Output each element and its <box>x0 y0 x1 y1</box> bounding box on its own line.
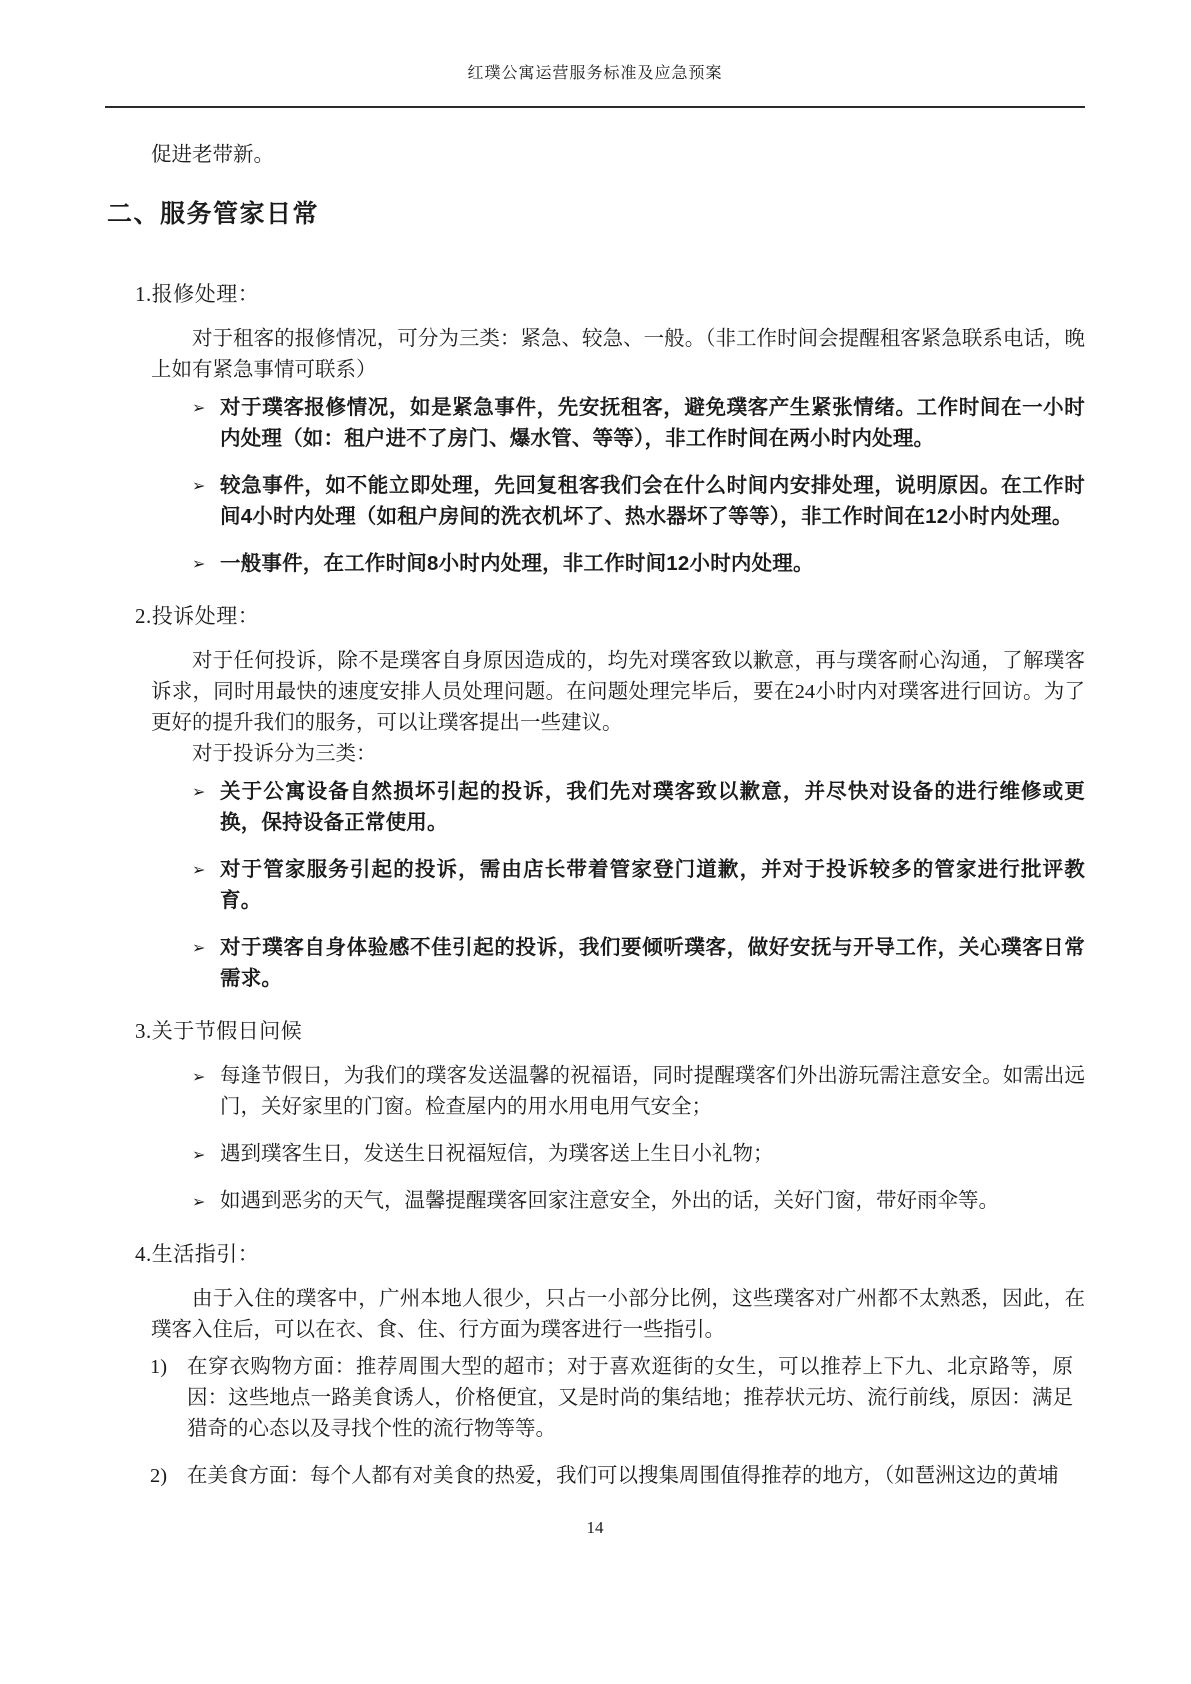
carryover-text: 促进老带新。 <box>151 144 274 166</box>
bullet-item <box>192 548 1085 579</box>
arrow-bullet-icon: ➢ <box>192 1192 206 1211</box>
chapter-heading: 二、服务管家日常 <box>107 201 320 228</box>
numbered-item-marker: 2) <box>150 1465 168 1487</box>
arrow-bullet-icon: ➢ <box>192 782 206 801</box>
section-3-heading: 3.关于节假日问候 <box>135 1019 303 1043</box>
numbered-item-marker: 1) <box>150 1356 168 1378</box>
arrow-bullet-icon: ➢ <box>192 398 206 417</box>
numbered-item <box>150 1352 1073 1445</box>
section-1-heading: 1.报修处理： <box>135 282 260 306</box>
bullet-text: 遇到璞客生日，发送生日祝福短信，为璞客送上生日小礼物； <box>220 1143 774 1165</box>
arrow-bullet-icon: ➢ <box>192 1145 206 1164</box>
bullet-text: 每逢节假日，为我们的璞客发送温馨的祝福语，同时提醒璞客们外出游玩需注意安全。如需出远门，关好家里的门窗。检查屋内的用水用电用气安全； <box>220 1065 1085 1118</box>
section-4-heading: 4.生活指引： <box>135 1242 260 1266</box>
numbered-item <box>150 1461 1073 1492</box>
bullet-text: 较急事件，如不能立即处理，先回复租客我们会在什么时间内安排处理，说明原因。在工作时间4小时内处理（如租户房间的洗衣机坏了、热水器坏了等等），非工作时间在12小时内处理。 <box>220 474 1085 528</box>
bullet-item <box>192 776 1085 838</box>
arrow-bullet-icon: ➢ <box>192 476 206 495</box>
page-header <box>105 62 1085 108</box>
arrow-bullet-icon: ➢ <box>192 554 206 573</box>
bullet-text: 一般事件，在工作时间8小时内处理，非工作时间12小时内处理。 <box>220 552 814 575</box>
bullet-text: 关于公寓设备自然损坏引起的投诉，我们先对璞客致以歉意，并尽快对设备的进行维修或更换，保持设备正常使用。 <box>220 780 1085 834</box>
bullet-item <box>192 1186 1085 1217</box>
header-title: 红璞公寓运营服务标准及应急预案 <box>467 65 723 82</box>
arrow-bullet-icon: ➢ <box>192 938 206 957</box>
bullet-text: 如遇到恶劣的天气，温馨提醒璞客回家注意安全，外出的话，关好门窗，带好雨伞等。 <box>220 1190 999 1212</box>
section-2-subintro: 对于投诉分为三类： <box>192 743 377 765</box>
section-4-intro: 由于入住的璞客中，广州本地人很少，只占一小部分比例，这些璞客对广州都不太熟悉，因此，在璞客入住后，可以在衣、食、住、行方面为璞客进行一些指引。 <box>151 1288 1085 1341</box>
bullet-item <box>192 470 1085 532</box>
bullet-item <box>192 1061 1085 1123</box>
bullet-item <box>192 392 1085 454</box>
bullet-text: 对于璞客报修情况，如是紧急事件，先安抚租客，避免璞客产生紧张情绪。工作时间在一小时内处理（如：租户进不了房门、爆水管、等等），非工作时间在两小时内处理。 <box>220 396 1085 450</box>
section-2-heading: 2.投诉处理： <box>135 604 260 628</box>
arrow-bullet-icon: ➢ <box>192 860 206 879</box>
numbered-item-text: 在穿衣购物方面：推荐周围大型的超市；对于喜欢逛街的女生，可以推荐上下九、北京路等，原因：这些地点一路美食诱人，价格便宜，又是时尚的集结地；推荐状元坊、流行前线，原因：满足猎奇的心态以及寻找个性的流行物等等。 <box>187 1356 1073 1440</box>
bullet-item <box>192 932 1085 994</box>
bullet-text: 对于璞客自身体验感不佳引起的投诉，我们要倾听璞客，做好安抚与开导工作，关心璞客日常需求。 <box>220 936 1085 990</box>
arrow-bullet-icon: ➢ <box>192 1067 206 1086</box>
bullet-item <box>192 854 1085 916</box>
page-number: 14 <box>586 1518 604 1537</box>
header-rule <box>105 106 1085 108</box>
bullet-item <box>192 1139 1085 1170</box>
numbered-item-text: 在美食方面：每个人都有对美食的热爱，我们可以搜集周围值得推荐的地方，（如琶洲这边的黄埔 <box>187 1465 1059 1487</box>
section-2-intro: 对于任何投诉，除不是璞客自身原因造成的，均先对璞客致以歉意，再与璞客耐心沟通，了解璞客诉求，同时用最快的速度安排人员处理问题。在问题处理完毕后，要在24小时内对璞客进行回访。为了更好的提升我们的服务，可以让璞客提出一些建议。 <box>151 650 1085 734</box>
section-1-intro: 对于租客的报修情况，可分为三类：紧急、较急、一般。（非工作时间会提醒租客紧急联系电话，晚上如有紧急事情可联系） <box>151 328 1085 381</box>
bullet-text: 对于管家服务引起的投诉，需由店长带着管家登门道歉，并对于投诉较多的管家进行批评教育。 <box>220 858 1085 912</box>
